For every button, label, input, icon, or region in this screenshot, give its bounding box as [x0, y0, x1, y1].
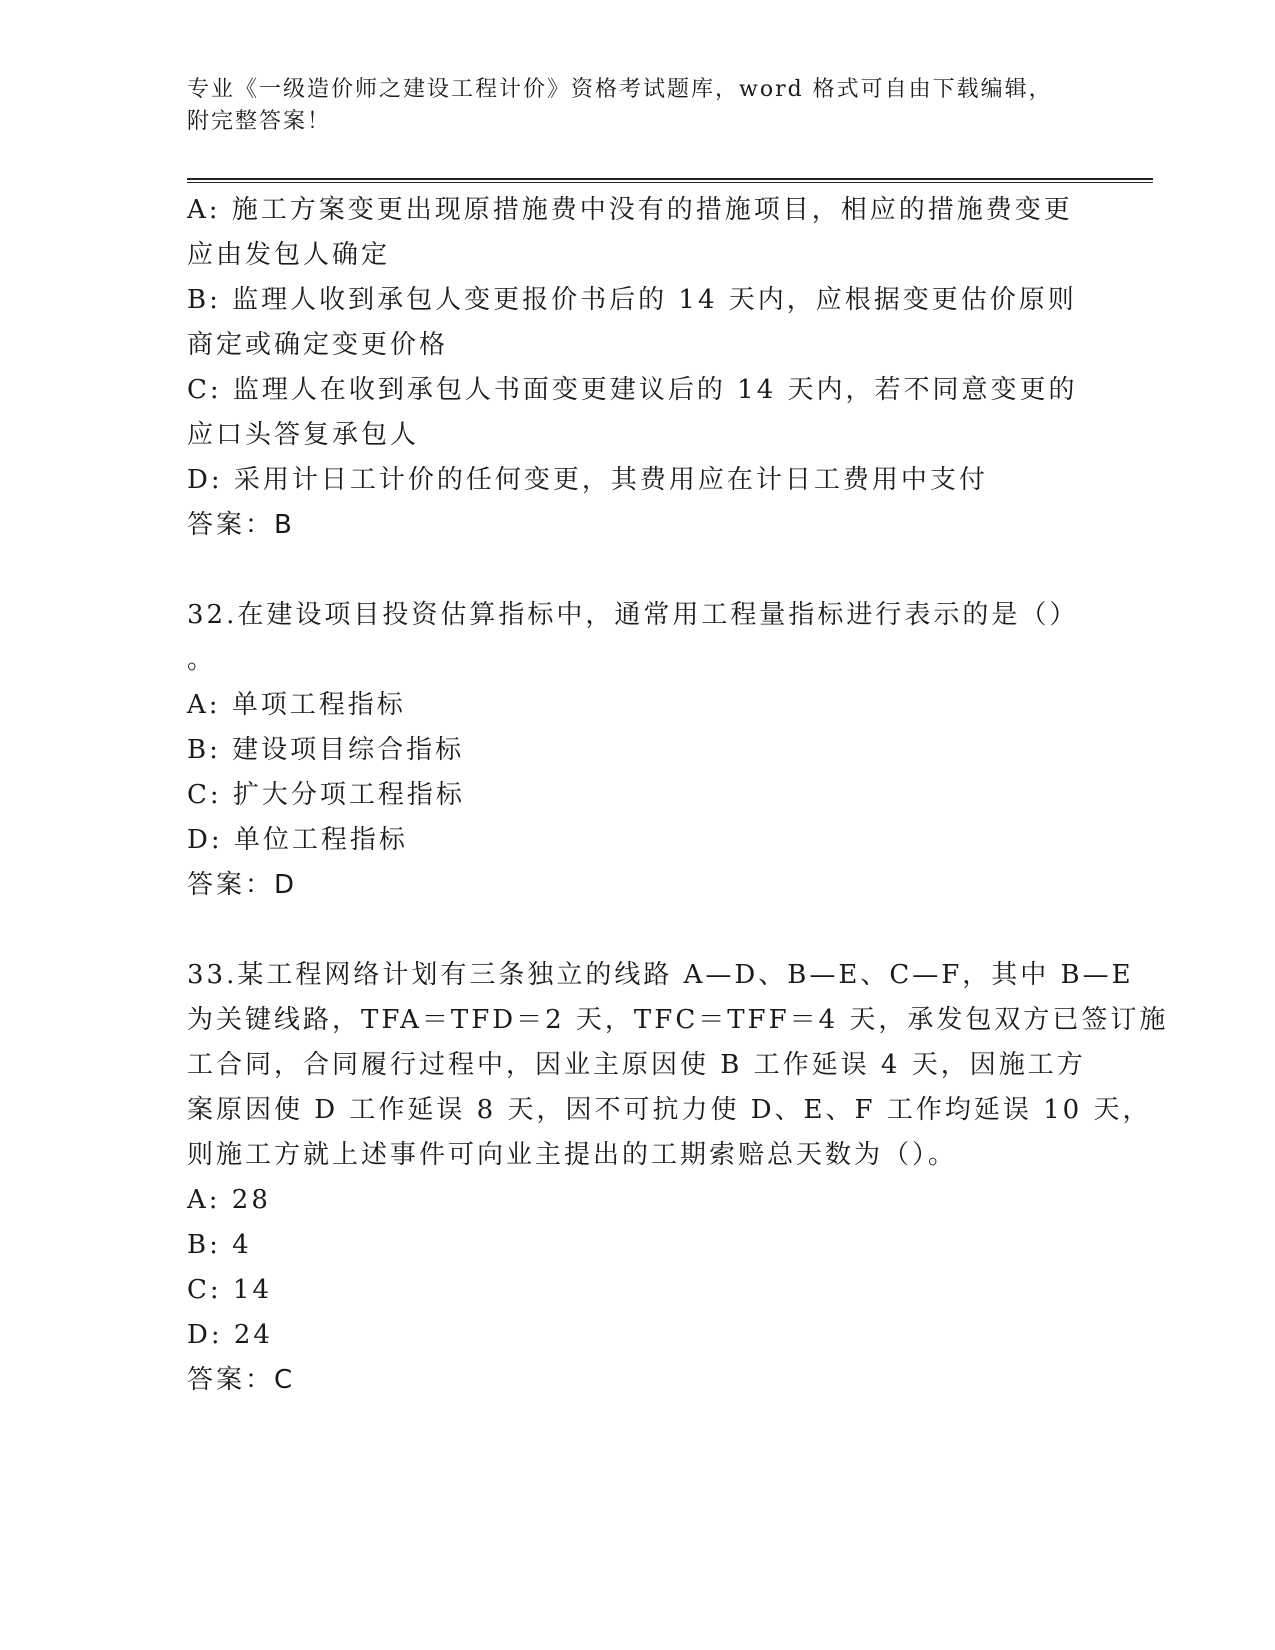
q31-answer: 答案：B	[187, 510, 295, 540]
question-33	[187, 953, 1169, 1403]
q33-stem-line-5: 则施工方就上述事件可向业主提出的工期索赔总天数为（）。	[187, 1140, 958, 1170]
q31-option-a-line-2: 应由发包人确定	[187, 240, 391, 270]
q33-option-c: C: 14	[187, 1275, 273, 1305]
q31-option-b-line-2: 商定或确定变更价格	[187, 330, 449, 360]
q32-stem-line-1: 32.在建设项目投资估算指标中，通常用工程量指标进行表示的是（）	[187, 600, 1079, 630]
header-divider	[187, 178, 1153, 183]
q32-option-d: D: 单位工程指标	[187, 825, 408, 855]
question-gap	[187, 548, 1087, 593]
q33-answer: 答案：C	[187, 1365, 296, 1395]
q33-stem-line-1: 33.某工程网络计划有三条独立的线路 A—D、B—E、C—F，其中 B—E	[187, 960, 1134, 990]
q31-option-c-line-1: C: 监理人在收到承包人书面变更建议后的 14 天内，若不同意变更的	[187, 375, 1078, 405]
q32-option-a: A: 单项工程指标	[187, 690, 406, 720]
header-line-2: 附完整答案！	[187, 109, 332, 134]
question-31-options	[187, 188, 1087, 548]
q33-option-d: D: 24	[187, 1320, 273, 1350]
question-gap	[187, 908, 1087, 953]
q32-option-b: B: 建设项目综合指标	[187, 735, 465, 765]
q33-option-b: B: 4	[187, 1230, 252, 1260]
q32-answer: 答案：D	[187, 870, 298, 900]
q31-option-d-line-1: D: 采用计日工计价的任何变更，其费用应在计日工费用中支付	[187, 465, 988, 495]
q33-stem-line-4: 案原因使 D 工作延误 8 天，因不可抗力使 D、E、F 工作均延误 10 天，	[187, 1095, 1152, 1125]
question-32	[187, 593, 1087, 908]
q33-stem-line-2: 为关键线路，TFA＝TFD＝2 天，TFC＝TFF＝4 天，承发包双方已签订施	[187, 1005, 1169, 1035]
q31-option-a-line-1: A: 施工方案变更出现原措施费中没有的措施项目，相应的措施费变更	[187, 195, 1073, 225]
header-note	[187, 74, 1087, 138]
q32-stem-line-2: 。	[187, 645, 217, 675]
header-line-1: 专业《一级造价师之建设工程计价》资格考试题库，word 格式可自由下载编辑，	[187, 77, 1053, 102]
q31-option-b-line-1: B: 监理人收到承包人变更报价书后的 14 天内，应根据变更估价原则	[187, 285, 1077, 315]
q31-option-c-line-2: 应口头答复承包人	[187, 420, 420, 450]
q32-option-c: C: 扩大分项工程指标	[187, 780, 465, 810]
q33-option-a: A: 28	[187, 1185, 271, 1215]
q33-stem-line-3: 工合同，合同履行过程中，因业主原因使 B 工作延误 4 天，因施工方	[187, 1050, 1086, 1080]
question-content	[187, 188, 1169, 1403]
